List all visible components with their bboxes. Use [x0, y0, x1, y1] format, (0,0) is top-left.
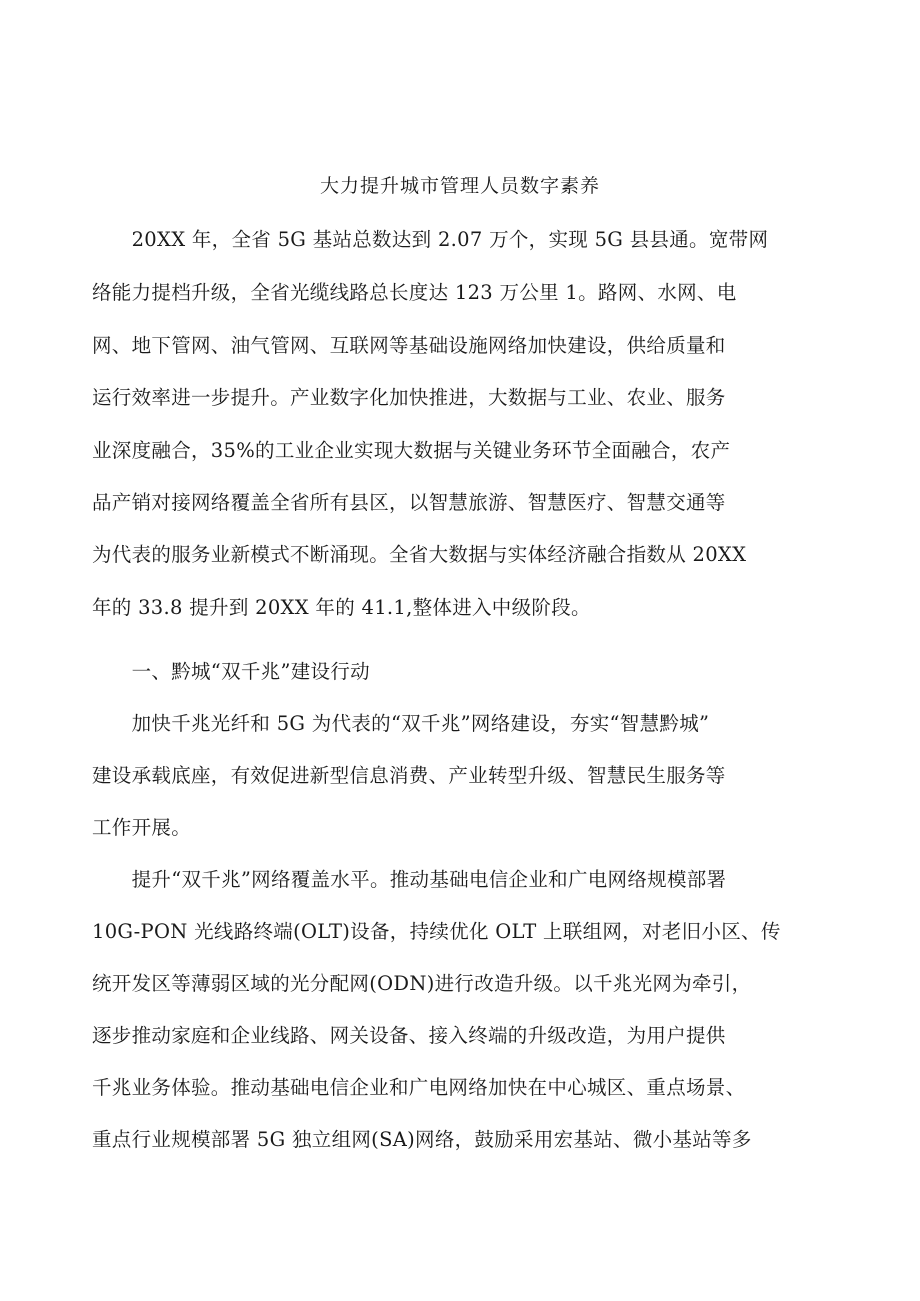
paragraph-line: 网、地下管网、油气管网、互联网等基础设施网络加快建设，供给质量和 [92, 334, 726, 357]
paragraph-line: 工作开展。 [92, 816, 192, 839]
paragraph-line: 络能力提档升级，全省光缆线路总长度达 123 万公里 1。路网、水网、电 [92, 281, 737, 304]
paragraph-line: 为代表的服务业新模式不断涌现。全省大数据与实体经济融合指数从 20XX [92, 543, 747, 566]
paragraph-line: 加快千兆光纤和 5G 为代表的“双千兆”网络建设，夯实“智慧黔城” [92, 712, 710, 735]
paragraph-line: 提升“双千兆”网络覆盖水平。推动基础电信企业和广电网络规模部署 [92, 868, 727, 891]
paragraph-line: 业深度融合，35%的工业企业实现大数据与关键业务环节全面融合，农产 [92, 439, 731, 462]
paragraph-line: 建设承载底座，有效促进新型信息消费、产业转型升级、智慧民生服务等 [92, 764, 726, 787]
paragraph-line: 品产销对接网络覆盖全省所有县区，以智慧旅游、智慧医疗、智慧交通等 [92, 491, 726, 514]
document-title: 大力提升城市管理人员数字素养 [319, 175, 600, 197]
paragraph-line: 逐步推动家庭和企业线路、网关设备、接入终端的升级改造，为用户提供 [92, 1024, 726, 1047]
paragraph-line: 重点行业规模部署 5G 独立组网(SA)网络，鼓励采用宏基站、微小基站等多 [92, 1128, 752, 1151]
paragraph-line: 运行效率进一步提升。产业数字化加快推进，大数据与工业、农业、服务 [92, 386, 726, 409]
paragraph-line: 统开发区等薄弱区域的光分配网(ODN)进行改造升级。以千兆光网为牵引， [92, 972, 752, 995]
paragraph-line: 10G-PON 光线路终端(OLT)设备，持续优化 OLT 上联组网，对老旧小区、传 [92, 920, 781, 943]
section-heading: 一、黔城“双千兆”建设行动 [92, 660, 370, 683]
paragraph-line: 年的 33.8 提升到 20XX 年的 41.1,整体进入中级阶段。 [92, 596, 591, 619]
paragraph-line: 20XX 年，全省 5G 基站总数达到 2.07 万个，实现 5G 县县通。宽带网 [92, 228, 769, 251]
paragraph-line: 千兆业务体验。推动基础电信企业和广电网络加快在中心城区、重点场景、 [92, 1076, 746, 1099]
